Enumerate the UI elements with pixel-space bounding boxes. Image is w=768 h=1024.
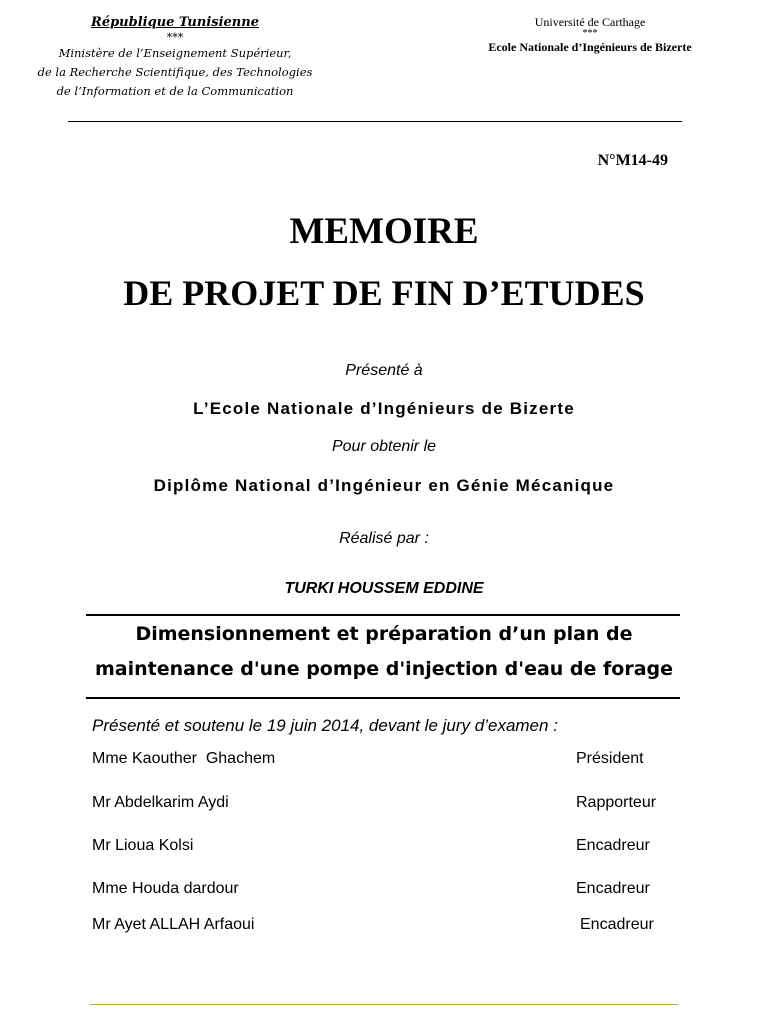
school-name: Ecole Nationale d’Ingénieurs de Bizerte — [488, 40, 692, 54]
jury-member-role: Président — [576, 750, 644, 767]
defense-statement: Présenté et soutenu le 19 juin 2014, devant le jury d’examen : — [92, 716, 558, 735]
header-stars: *** — [166, 31, 184, 44]
project-title-top-rule — [86, 614, 680, 616]
university-name: Université de Carthage — [534, 15, 646, 29]
header-divider — [68, 121, 682, 122]
project-title — [86, 617, 682, 687]
jury-member-role: Encadreur — [580, 916, 654, 933]
title-projet: DE PROJET DE FIN D’ETUDES — [123, 273, 645, 313]
footer-divider — [90, 1004, 678, 1005]
ministry-line-1: Ministère de l’Enseignement Supérieur, — [58, 46, 292, 60]
made-by: Réalisé par : — [339, 530, 429, 547]
reference-number: N°M14-49 — [597, 152, 668, 169]
institution-name: L’Ecole Nationale d’Ingénieurs de Bizerte — [193, 399, 575, 418]
jury-member-name: Mr Lioua Kolsi — [92, 837, 194, 854]
right-header — [460, 15, 720, 55]
presented-to: Présenté à — [345, 362, 423, 379]
jury-member-role: Rapporteur — [576, 794, 657, 811]
ministry-line-2: de la Recherche Scientifique, des Technologies — [37, 65, 313, 79]
header-stars-right: *** — [582, 28, 598, 39]
project-title-line-1: Dimensionnement et préparation d’un plan de — [135, 623, 633, 645]
jury-member-name: Mme Kaouther Ghachem — [92, 750, 276, 767]
left-header — [20, 14, 330, 101]
diploma-name: Diplôme National d’Ingénieur en Génie Mécanique — [153, 476, 615, 495]
jury-member-name: Mr Abdelkarim Aydi — [92, 794, 229, 811]
jury-member-name: Mme Houda dardour — [92, 880, 239, 897]
jury-member-name: Mr Ayet ALLAH Arfaoui — [92, 916, 255, 933]
republic-name: République Tunisienne — [91, 15, 259, 30]
jury-member-role: Encadreur — [576, 880, 650, 897]
project-title-bottom-rule — [86, 697, 680, 699]
title-memoire: MEMOIRE — [289, 211, 479, 252]
author-name: TURKI HOUSSEM EDDINE — [284, 580, 484, 597]
project-title-line-2: maintenance d'une pompe d'injection d'eau de forage — [94, 658, 674, 680]
to-obtain: Pour obtenir le — [331, 438, 437, 455]
jury-member-role: Encadreur — [576, 837, 650, 854]
ministry-line-3: de l’Information et de la Communication — [56, 84, 294, 98]
